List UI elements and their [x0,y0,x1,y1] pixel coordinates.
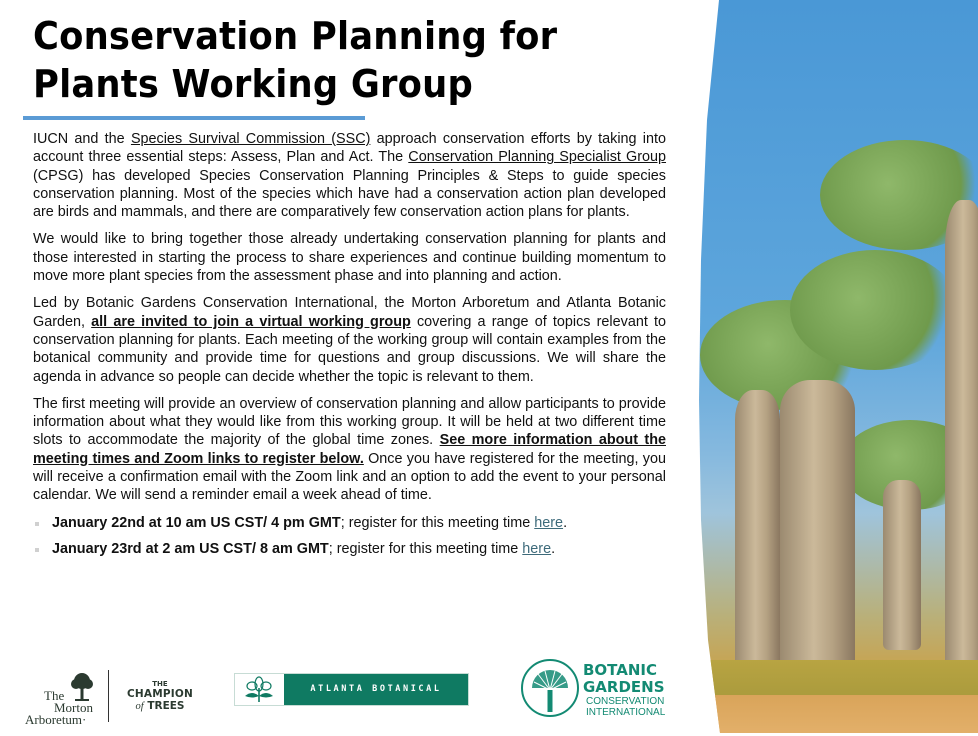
register-link[interactable]: here [522,540,552,557]
paragraph-intro [33,130,666,221]
atlanta-botanical-garden-logo [234,673,469,725]
grass [690,660,978,700]
morton-line-1: The [44,688,65,703]
bgci-line-4: INTERNATIONAL [586,707,666,718]
bgci-line-1: BOTANIC [583,661,658,679]
champion-of-trees [120,700,200,713]
meeting-item [33,514,666,532]
tree-trunk [735,390,780,685]
partner-logos [0,650,700,733]
text: (CPSG) has developed Species Conservation Planning Principles & Steps to guide species conservation planning. Most of the species which have had a conservation action plan developed are birds and mammals, and there are comparatively few conservation action plans for plants. [33,167,666,221]
bgci-line-3: CONSERVATION [586,696,665,707]
bgci-logo [520,658,690,722]
meeting-time: January 23rd at 2 am US CST/ 8 am GMT [52,540,329,557]
text: Led by Botanic Gardens Conservation International, the Morton Arboretum and Atlanta Botanic Garden, [33,295,666,330]
text: Once you have registered for the meeting, you will receive a confirmation email with the Zoom link and an option to add the event to your personal calendar. We will send a reminder email a week ahead of time. [33,450,666,504]
text: covering a range of topics relevant to conservation planning for plants. Each meeting of the working group will contain examples from the botanical community and provide time for questions and group discussions. We will share the agenda in advance so people can decide whether the topic is relevant to them. [33,313,667,385]
title-accent-rule [23,116,365,120]
paragraph-first-meeting [33,395,666,505]
champion-the: THE [152,680,168,688]
champion-trees: TREES [147,700,185,712]
bgci-wordmark [583,662,665,696]
morton-arboretum-logo [25,662,100,727]
atlanta-label: ATLANTA BOTANICAL GARDEN [284,674,468,705]
paragraph-goal: We would like to bring together those already undertaking conservation planning for plants and those interested in starting the process to share experiences and continue building momentum to move more plant species from the assessment phase and into planning and action. [33,231,666,285]
morton-line-3: Arboretum· [25,712,87,727]
tree-trunk [945,200,978,675]
text: ; register for this meeting time [340,514,535,531]
meeting-item [33,540,666,558]
champion-word: CHAMPION [127,688,193,700]
magnolia-icon [235,674,283,705]
cpsg-link[interactable]: Conservation Planning Specialist Group [408,149,667,166]
see-more-emphasis: See more information about the meeting times and Zoom links to register below. [33,432,666,467]
tree-canopy [790,250,960,370]
text: The first meeting will provide an overview of conservation planning and allow participants to provide information about what they would like from this working group. It will be held at two different time slots to accommodate the majority of the global time zones. [33,395,666,449]
bgci-subtitle [586,696,666,718]
dirt-road [690,695,978,735]
meeting-time: January 22nd at 10 am US CST/ 4 pm GMT [52,514,341,531]
bgci-line-2: GARDENS [583,678,665,696]
page-title [33,12,628,108]
text: . [551,540,556,557]
title-line-2: Plants Working Group [33,62,473,106]
logo-divider [108,670,109,722]
register-link[interactable]: here [534,514,564,531]
title-line-1: Conservation Planning for [33,14,558,58]
body-text [33,130,666,566]
text: approach conservation efforts by taking into account three essential steps: Assess, Plan and Act. The [33,131,666,166]
champion-of: of [135,701,144,712]
ssc-link[interactable]: Species Survival Commission (SSC) [130,131,371,147]
text: ; register for this meeting time [328,540,523,557]
paragraph-invitation [33,294,666,385]
tree-trunk [780,380,855,685]
text: IUCN and the [33,131,131,147]
fan-palm-seal-icon [520,658,580,718]
invitation-emphasis: all are invited to join a virtual working group [91,313,411,330]
champion-of-trees-logo [120,680,200,713]
tree-trunk [883,480,921,650]
meeting-list [33,514,666,559]
text: . [563,514,568,531]
tree-icon [69,672,95,702]
morton-line-2: Morton [54,700,93,715]
